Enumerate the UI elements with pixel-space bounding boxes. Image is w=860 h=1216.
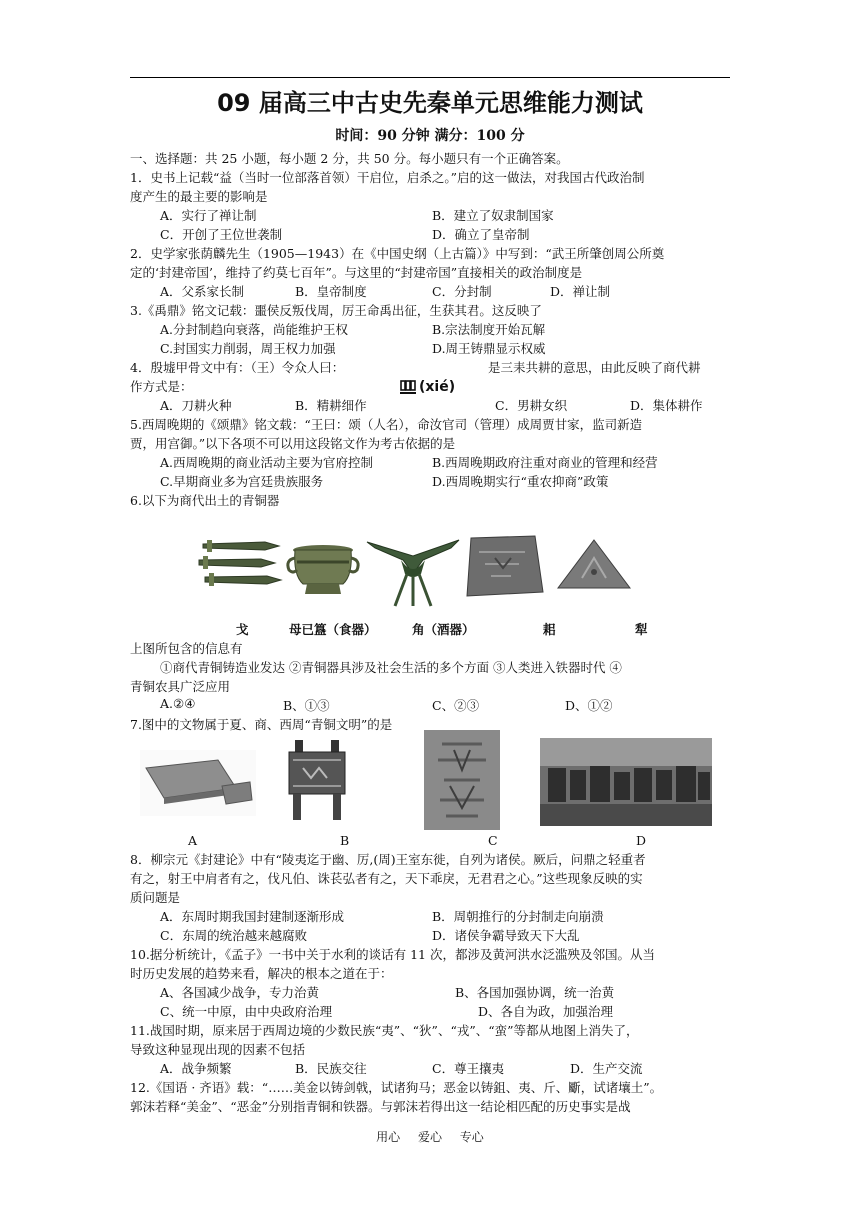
- exam-info: 时间：90 分钟 满分：100 分: [335, 128, 525, 144]
- q10-option-d: D、各自为政，加强治理: [478, 1004, 614, 1019]
- q4-stem-1b: 是三耒共耕的意思，由此反映了商代耕: [488, 360, 701, 375]
- q11-option-c: C．尊王攘夷: [432, 1061, 505, 1076]
- q8-stem-2: 有之，射王中肩者有之，伐凡伯、诛苌弘者有之，天下乖戾，无君君之心。”这些现象反映的实: [130, 871, 643, 886]
- artifact-b-image: [283, 738, 351, 822]
- q10-option-a: A、各国减少战争，专力治黄: [160, 985, 320, 1000]
- q4-stem-2: 作方式是：: [130, 379, 193, 394]
- section-heading: 一、选择题：共 25 小题，每小题 2 分，共 50 分。每小题只有一个正确答案。: [130, 151, 569, 166]
- q6-option-d: D、①②: [565, 698, 613, 713]
- q3-stem: 3.《禹鼎》铭文记载：噩侯反叛伐周，厉王命禹出征，生获其君。这反映了: [130, 303, 542, 318]
- q8-option-d: D．诸侯争霸导致天下大乱: [432, 928, 580, 943]
- q11-option-b: B．民族交往: [295, 1061, 367, 1076]
- q8-option-b: B．周朝推行的分封制走向崩溃: [432, 909, 604, 924]
- q6-statements-1: ①商代青铜铸造业发达 ②青铜器具涉及社会生活的多个方面 ③人类进入铁器时代 ④: [160, 660, 622, 675]
- q11-stem-2: 导致这种显现出现的因素不包括: [130, 1042, 306, 1057]
- q5-option-a: A.西周晚期的商业活动主要为官府控制: [160, 455, 374, 470]
- oracle-glyph-icon: [400, 380, 416, 396]
- q6-statements-2: 青铜农具广泛应用: [130, 679, 231, 694]
- q11-stem-1: 11.战国时期，原来居于西周边境的少数民族“夷”、“狄”、“戎”、“蛮”等都从地图上消失了，: [130, 1023, 639, 1038]
- q5-stem-2: 贾，用宫御。”以下各项不可以用这段铭文作为考古依据的是: [130, 436, 456, 451]
- q10-stem-2: 时历史发展的趋势来看，解决的根本之道在于：: [130, 966, 393, 981]
- q12-stem-1: 12.《国语 · 齐语》载：“……美金以铸剑戟，试诸狗马；恶金以铸鉏、夷、斤、斸，试诸壤土”。: [130, 1080, 663, 1095]
- q5-option-d: D.西周晚期实行“重农抑商”政策: [432, 474, 609, 489]
- q8-stem-3: 质问题是: [130, 890, 181, 905]
- header-rule: [130, 77, 730, 78]
- q4-option-b: B．精耕细作: [295, 398, 367, 413]
- artifact-c-image: [424, 730, 500, 830]
- caption-li: 犁: [635, 622, 648, 637]
- si-plough-blade-image: [465, 532, 545, 598]
- q10-option-b: B、各国加强协调，统一治黄: [455, 985, 615, 1000]
- caption-jue: 角（酒器）: [412, 622, 475, 637]
- q1-stem-1: 1．史书上记载“益（当时一位部落首领）干启位，启杀之。”启的这一做法，对我国古代政治制: [130, 170, 645, 185]
- caption-ge: 戈: [236, 622, 249, 637]
- artifact-label-c: C: [488, 833, 498, 848]
- q6-stem-2: 上图所包含的信息有: [130, 641, 243, 656]
- q10-stem-1: 10.据分析统计，《孟子》一书中关于水利的谈话有 11 次，都涉及黄河洪水泛滥殃及邻国。从当: [130, 947, 655, 962]
- q2-option-c: C．分封制: [432, 284, 492, 299]
- gui-food-vessel-image: [283, 540, 363, 598]
- ge-dagger-axe-image: [195, 532, 285, 592]
- q5-option-c: C.早期商业多为宫廷贵族服务: [160, 474, 324, 489]
- q5-option-b: B.西周晚期政府注重对商业的管理和经营: [432, 455, 658, 470]
- q1-stem-2: 度产生的最主要的影响是: [130, 189, 268, 204]
- q5-stem-1: 5.西周晚期的《颂鼎》铭文载：“王曰：颂（人名），命汝官司（管理）成周贾甘家，监司新造: [130, 417, 643, 432]
- q2-option-b: B．皇帝制度: [295, 284, 367, 299]
- oracle-glyph-reading: (xié): [419, 379, 456, 395]
- q12-stem-2: 郭沫若释“美金”、“恶金”分别指青铜和铁器。与郭沫若得出这一结论相匹配的历史事实是战: [130, 1099, 631, 1114]
- li-plough-image: [556, 538, 632, 590]
- q3-option-d: D.周王铸鼎显示权威: [432, 341, 546, 356]
- jue-wine-vessel-image: [365, 534, 461, 608]
- artifact-label-d: D: [636, 833, 647, 848]
- q6-stem: 6.以下为商代出土的青铜器: [130, 493, 280, 508]
- q3-option-c: C.封国实力削弱，周王权力加强: [160, 341, 336, 356]
- q10-option-c: C、统一中原，由中央政府治理: [160, 1004, 333, 1019]
- q4-stem-1a: 4．殷墟甲骨文中有：（王）令众人曰：: [130, 360, 345, 375]
- artifact-label-a: A: [188, 833, 198, 848]
- page-footer: 用心 爱心 专心: [376, 1130, 484, 1144]
- q1-option-a: A．实行了禅让制: [160, 208, 257, 223]
- caption-gui: 母已簋（食器）: [289, 622, 377, 637]
- q4-option-d: D．集体耕作: [630, 398, 703, 413]
- caption-si: 耜: [543, 622, 556, 637]
- artifact-d-image: [540, 738, 712, 826]
- artifact-a-image: [140, 750, 256, 816]
- q1-option-b: B．建立了奴隶制国家: [432, 208, 554, 223]
- q1-option-d: D．确立了皇帝制: [432, 227, 530, 242]
- q8-option-a: A．东周时期我国封建制逐渐形成: [160, 909, 345, 924]
- q11-option-a: A．战争频繁: [160, 1061, 232, 1076]
- q2-stem-2: 定的‘封建帝国’，维持了约莫七百年”。与这里的“封建帝国”直接相关的政治制度是: [130, 265, 583, 280]
- q4-option-c: C．男耕女织: [495, 398, 568, 413]
- q11-option-d: D．生产交流: [570, 1061, 643, 1076]
- q8-option-c: C．东周的统治越来越腐败: [160, 928, 308, 943]
- q6-option-a: A.②④: [160, 696, 196, 711]
- q2-option-d: D．禅让制: [550, 284, 611, 299]
- q2-option-a: A．父系家长制: [160, 284, 245, 299]
- q7-stem: 7.图中的文物属于夏、商、西周“青铜文明”的是: [130, 717, 393, 732]
- q8-stem-1: 8．柳宗元《封建论》中有“陵夷迄于幽、厉,(周)王室东徙，自列为诸侯。厥后，问鼎之轻重者: [130, 852, 646, 867]
- q4-option-a: A．刀耕火种: [160, 398, 232, 413]
- q2-stem-1: 2．史学家张荫麟先生（1905—1943）在《中国史纲（上古篇）》中写到：“武王所肇创周公所奠: [130, 246, 665, 261]
- q3-option-b: B.宗法制度开始瓦解: [432, 322, 546, 337]
- artifact-label-b: B: [340, 833, 350, 848]
- page-title: 09 届高三中古史先秦单元思维能力测试: [217, 89, 643, 117]
- q1-option-c: C．开创了王位世袭制: [160, 227, 283, 242]
- q3-option-a: A.分封制趋向衰落，尚能维护王权: [160, 322, 349, 337]
- q6-option-c: C、②③: [432, 698, 480, 713]
- q6-option-b: B、①③: [283, 698, 330, 713]
